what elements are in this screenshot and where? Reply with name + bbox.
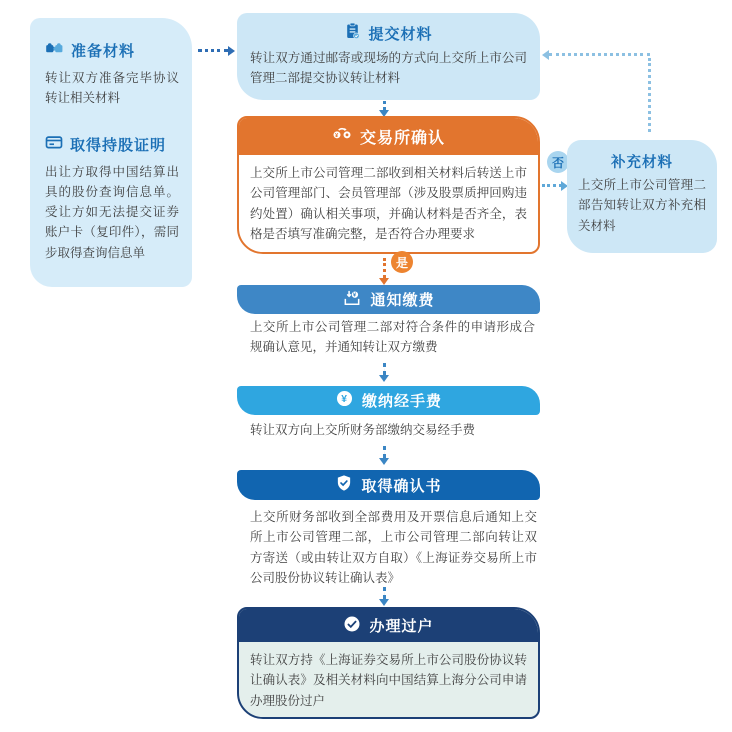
transfer-text: 转让双方持《上海证券交易所上市公司股份协议转让确认表》及相关材料向中国结算上海分公司申请办理股份过户: [250, 653, 527, 708]
submit-materials-header: [237, 22, 540, 44]
clipboard-check-icon: [344, 22, 361, 44]
notify-payment-bar: [237, 285, 540, 314]
svg-text:¥: ¥: [353, 292, 358, 299]
submit-materials-text: 转让双方通过邮寄或现场的方式向上交所上市公司管理二部提交协议转让材料: [250, 51, 527, 86]
arrow-submit-to-confirm: [383, 101, 386, 110]
arrowhead-feedback: [542, 50, 549, 60]
prepare-materials-text: 转让双方准备完毕协议转让相关材料: [45, 71, 179, 106]
svg-text:¥: ¥: [341, 394, 348, 406]
transfer-icon: [332, 124, 352, 149]
confirmation-text: 上交所财务部收到全部费用及开票信息后通知上交所上市公司管理二部，上市公司管理二部向转让双方寄送（或由转让双方自取）《上海证券交易所上市公司股份协议转让确认表》: [250, 510, 537, 585]
pay-fee-text: 转让双方向上交所财务部缴纳交易经手费: [250, 423, 476, 437]
prepare-panel: [30, 18, 192, 287]
arrow-confirmation-to-transfer: [383, 587, 386, 599]
transfer-header: [239, 609, 538, 642]
supplement-box: [567, 140, 717, 253]
svg-text:¥: ¥: [334, 132, 340, 139]
notify-payment-text: 上交所上市公司管理二部对符合条件的申请形成合规确认意见，并通知转让双方缴费: [250, 320, 535, 355]
submit-materials-box: [237, 13, 540, 100]
arrowhead-prepare-to-submit: [228, 46, 235, 56]
arrow-prepare-to-submit: [198, 49, 228, 52]
exchange-confirm-title: 交易所确认: [359, 130, 445, 147]
supplement-title: 补充材料: [611, 155, 673, 171]
receive-payment-icon: [342, 288, 362, 312]
yen-coin-icon: [335, 389, 354, 412]
feedback-line-vertical: [648, 58, 651, 132]
no-badge: 否: [547, 151, 569, 173]
yes-badge: 是: [391, 251, 413, 273]
arrow-yes-branch: [383, 258, 386, 278]
notify-payment-title: 通知缴费: [370, 292, 435, 309]
holding-proof-text: 出让方取得中国结算出具的股份查询信息单。受让方如无法提交证券账户卡（复印件），需同步取得查询信息单: [45, 164, 179, 260]
arrowhead-confirmation-to-transfer: [379, 599, 389, 606]
puzzle-icon: [45, 38, 64, 62]
transfer-title: 办理过户: [369, 618, 434, 635]
arrowhead-notify-to-fee: [379, 375, 389, 382]
prepare-materials-header: [45, 38, 179, 62]
transfer-box: [237, 607, 540, 719]
id-card-icon: [45, 133, 63, 156]
arrow-fee-to-confirmation: [383, 446, 386, 458]
arrow-notify-to-fee: [383, 363, 386, 375]
holding-proof-title: 取得持股证明: [70, 136, 167, 154]
prepare-materials-title: 准备材料: [71, 42, 136, 60]
holding-proof-header: [45, 133, 179, 156]
exchange-confirm-box: [237, 116, 540, 254]
shield-check-icon: [335, 474, 353, 496]
submit-materials-title: 提交材料: [368, 25, 433, 43]
supplement-text: 上交所上市公司管理二部告知转让双方补充相关材料: [578, 178, 706, 233]
pay-fee-bar: [237, 386, 540, 415]
feedback-line-horizontal: [549, 53, 650, 56]
confirmation-title: 取得确认书: [361, 477, 442, 495]
arrowhead-fee-to-confirmation: [379, 458, 389, 465]
arrowhead-yes-branch: [379, 278, 389, 285]
check-circle-icon: [343, 615, 361, 637]
arrow-no-branch: [542, 184, 562, 187]
exchange-confirm-header: [239, 118, 538, 155]
confirmation-bar: [237, 470, 540, 500]
pay-fee-title: 缴纳经手费: [361, 393, 442, 410]
exchange-confirm-text: 上交所上市公司管理二部收到相关材料后转送上市公司管理部门、会员管理部（涉及股票质押回购违约处置）确认相关事项，并确认材料是否齐全，表格是否填写准确完整，是否符合办理要求: [250, 166, 527, 241]
